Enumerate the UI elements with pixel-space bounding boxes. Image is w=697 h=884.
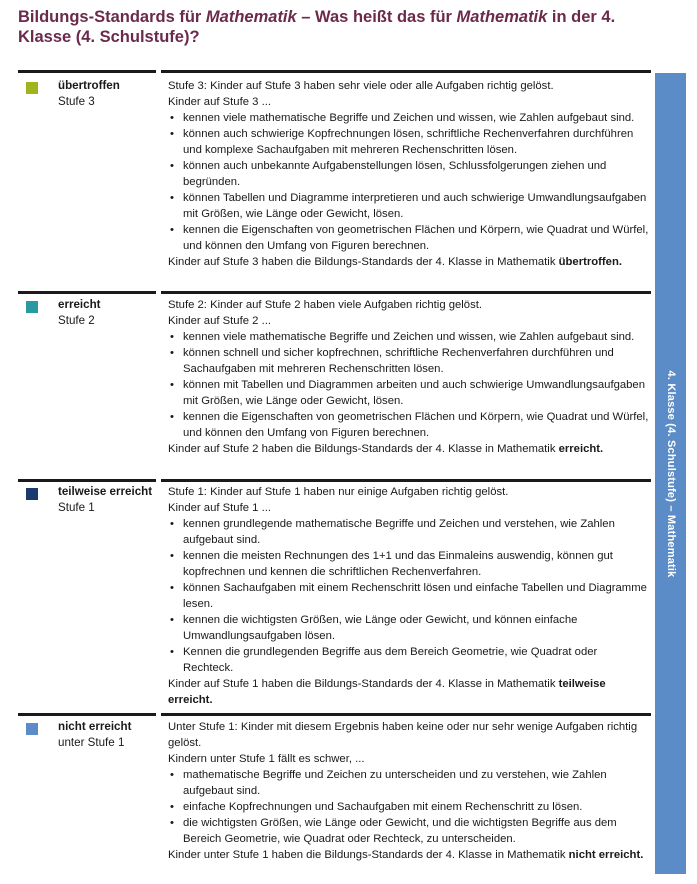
level-lead: Kinder auf Stufe 1 ... xyxy=(168,502,271,514)
level-summary: Kinder auf Stufe 3 haben die Bildungs-Standards der 4. Klasse in Mathematik übertroffen. xyxy=(168,256,622,268)
level-lead: Kinder auf Stufe 3 ... xyxy=(168,96,271,108)
sidebar-tab xyxy=(655,73,686,874)
level-name: erreicht xyxy=(58,298,101,311)
level-lead: Kinder auf Stufe 2 ... xyxy=(168,315,271,327)
level-name: übertroffen xyxy=(58,79,120,92)
list-item: • die wichtigsten Größen, wie Länge oder Gewicht, und die wichtigsten Begriffe aus dem Bereich Geometrie, wie Quadrat oder Rechteck, zu unterscheiden. xyxy=(168,815,650,847)
level-stufe: unter Stufe 1 xyxy=(58,736,125,749)
list-item: • Kennen die grundlegenden Begriffe aus dem Bereich Geometrie, wie Quadrat oder Rechteck. xyxy=(168,644,650,676)
level-items xyxy=(168,110,650,254)
level-stufe: Stufe 1 xyxy=(58,501,95,514)
level-intro: Stufe 3: Kinder auf Stufe 3 haben sehr viele oder alle Aufgaben richtig gelöst. xyxy=(168,80,554,92)
level-intro: Stufe 1: Kinder auf Stufe 1 haben nur einige Aufgaben richtig gelöst. xyxy=(168,486,509,498)
list-item: • können schnell und sicher kopfrechnen, schriftliche Rechenverfahren durchführen und Sachaufgaben mit mehreren Rechenschritten lösen. xyxy=(168,345,650,377)
list-item: • kennen viele mathematische Begriffe und Zeichen und wissen, wie Zahlen aufgebaut sind. xyxy=(168,110,650,126)
list-item: • können Sachaufgaben mit einem Rechenschritt lösen und einfache Tabellen und Diagramme lesen. xyxy=(168,580,650,612)
level-summary: Kinder unter Stufe 1 haben die Bildungs-Standards der 4. Klasse in Mathematik nicht erreicht. xyxy=(168,849,644,861)
level-description xyxy=(168,297,650,457)
level-items xyxy=(168,516,650,676)
list-item: • können auch schwierige Kopfrechnungen lösen, schriftliche Rechenverfahren durchführen und komplexe Sachaufgaben mit mehreren Rechenschritten lösen. xyxy=(168,126,650,158)
level-color-square xyxy=(26,723,38,735)
list-item: • einfache Kopfrechnungen und Sachaufgaben mit einem Rechenschritt zu lösen. xyxy=(168,799,650,815)
level-description xyxy=(168,484,650,708)
level-stufe: Stufe 3 xyxy=(58,95,95,108)
level-intro: Unter Stufe 1: Kinder mit diesem Ergebnis haben keine oder nur sehr wenige Aufgaben richtig gelöst. xyxy=(168,721,638,749)
list-item: • können auch unbekannte Aufgabenstellungen lösen, Schlussfolgerungen ziehen und begründen. xyxy=(168,158,650,190)
level-name: nicht erreicht xyxy=(58,720,132,733)
level-description xyxy=(168,78,650,270)
list-item: • können Tabellen und Diagramme interpretieren und auch schwierige Umwandlungsaufgaben mit Größen, wie Länge oder Gewicht, lösen. xyxy=(168,190,650,222)
level-label xyxy=(58,484,152,516)
level-label xyxy=(58,78,120,110)
level-summary: Kinder auf Stufe 1 haben die Bildungs-Standards der 4. Klasse in Mathematik teilweise erreicht. xyxy=(168,678,606,706)
level-summary: Kinder auf Stufe 2 haben die Bildungs-Standards der 4. Klasse in Mathematik erreicht. xyxy=(168,443,604,455)
level-color-square xyxy=(26,488,38,500)
list-item: • kennen die Eigenschaften von geometrischen Flächen und Körpern, wie Quadrat und Würfel, und können den Umfang von Figuren berechnen. xyxy=(168,222,650,254)
row-rule-right xyxy=(161,70,651,73)
level-lead: Kindern unter Stufe 1 fällt es schwer, ... xyxy=(168,753,365,765)
row-rule-right xyxy=(161,479,651,482)
row-rule-right xyxy=(161,713,651,716)
list-item: • kennen viele mathematische Begriffe und Zeichen und wissen, wie Zahlen aufgebaut sind. xyxy=(168,329,650,345)
row-rule-left xyxy=(18,291,156,294)
level-color-square xyxy=(26,301,38,313)
level-items xyxy=(168,767,650,847)
level-description xyxy=(168,719,650,863)
level-stufe: Stufe 2 xyxy=(58,314,95,327)
list-item: • kennen die Eigenschaften von geometrischen Flächen und Körpern, wie Quadrat und Würfel, und können den Umfang von Figuren berechnen. xyxy=(168,409,650,441)
level-label xyxy=(58,297,101,329)
page-title: Bildungs-Standards für Mathematik – Was heißt das für Mathematik in der 4. Klasse (4. Schulstufe)? xyxy=(18,8,616,46)
list-item: • kennen die wichtigsten Größen, wie Länge oder Gewicht, und können einfache Umwandlungsaufgaben lösen. xyxy=(168,612,650,644)
level-intro: Stufe 2: Kinder auf Stufe 2 haben viele Aufgaben richtig gelöst. xyxy=(168,299,483,311)
level-label xyxy=(58,719,131,751)
level-name: teilweise erreicht xyxy=(58,485,153,498)
row-rule-right xyxy=(161,291,651,294)
row-rule-left xyxy=(18,713,156,716)
list-item: • kennen grundlegende mathematische Begriffe und Zeichen und verstehen, wie Zahlen aufgebaut sind. xyxy=(168,516,650,548)
list-item: • mathematische Begriffe und Zeichen zu unterscheiden und zu verstehen, wie Zahlen aufgebaut sind. xyxy=(168,767,650,799)
level-items xyxy=(168,329,650,441)
list-item: • können mit Tabellen und Diagrammen arbeiten und auch schwierige Umwandlungsaufgaben mit Größen, wie Länge oder Gewicht, lösen. xyxy=(168,377,650,409)
sidebar-label: 4. Klasse (4. Schulstufe) – Mathematik xyxy=(664,370,677,577)
row-rule-left xyxy=(18,70,156,73)
level-color-square xyxy=(26,82,38,94)
list-item: • kennen die meisten Rechnungen des 1+1 und das Einmaleins auswendig, können gut kopfrechnen und kennen die schriftlichen Rechenverfahren. xyxy=(168,548,650,580)
row-rule-left xyxy=(18,479,156,482)
